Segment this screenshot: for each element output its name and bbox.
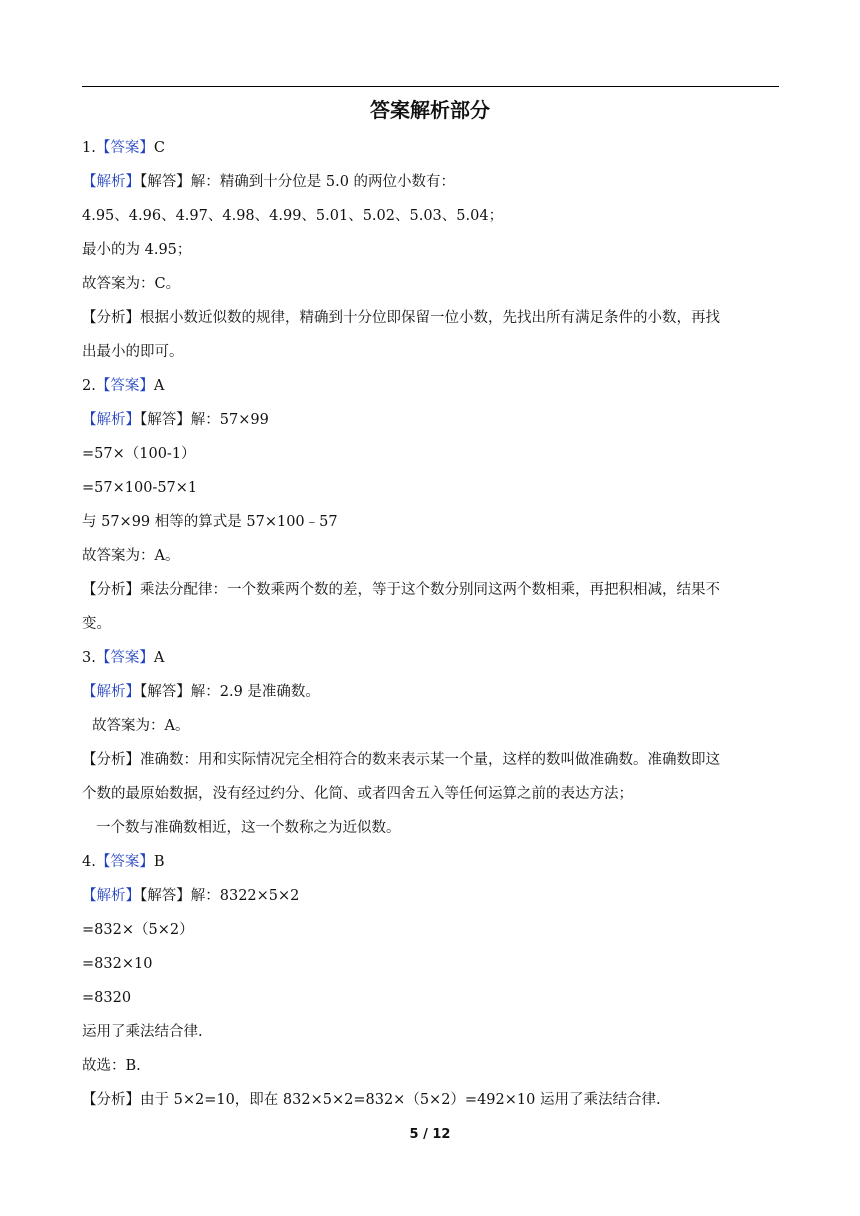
q2-answer-line [82,376,780,396]
q1-jiexi-line [82,172,780,192]
q4-analysis-a: 由于 5×2=10，即在 832×5×2=832×（5×2）=492×10 运用了乘法结合律. [140,1092,661,1108]
q2-solution-1: 解：57×99 [190,412,269,428]
q3-analysis-b: 个数的最原始数据，没有经过约分、化简、或者四舍五入等任何运算之前的表达方法； [82,786,633,802]
answer-label: 【答案】 [95,378,154,394]
fenxi-label: 【分析】 [82,310,140,326]
q2-solution-4: 与 57×99 相等的算式是 57×100﹣57 [82,514,338,530]
q3-answer-line [82,648,780,668]
q1-answer-line [82,138,780,158]
answer-label: 【答案】 [95,140,154,156]
q2-analysis-a: 乘法分配律：一个数乘两个数的差，等于这个数分别同这两个数相乘，再把积相减，结果不 [140,582,720,598]
fenxi-label: 【分析】 [82,1092,140,1108]
q1-analysis-a: 根据小数近似数的规律，精确到十分位即保留一位小数，先找出所有满足条件的小数，再找 [140,310,720,326]
q3-analysis-line [82,750,780,770]
q1-solution-2: 4.95、4.96、4.97、4.98、4.99、5.01、5.02、5.03、5.04； [82,208,504,224]
q1-answer: C [153,140,165,156]
jiexi-label: 【解析】 [82,174,140,190]
page-number: 5 / 12 [409,1127,451,1142]
header-rule [82,86,779,87]
q4-solution-3: =832×10 [82,956,153,972]
q1-analysis-line [82,308,780,328]
fenxi-label: 【分析】 [82,582,140,598]
q3-jiexi-line [82,682,780,702]
q2-solution-5: 故答案为：A。 [82,548,180,564]
q1-number: 1. [82,140,96,156]
jiexi-label: 【解析】 [82,412,140,428]
q4-solution-4: =8320 [82,990,132,1006]
answer-label: 【答案】 [95,854,154,870]
answer-label: 【答案】 [95,650,154,666]
q3-solution-2: 故答案为：A。 [92,718,190,734]
jieda-label: 【解答】 [140,684,191,700]
q4-answer: B [153,854,165,870]
q4-solution-2: =832×（5×2） [82,922,194,938]
q4-solution-5: 运用了乘法结合律. [82,1024,203,1040]
q1-solution-4: 故答案为：C。 [82,276,181,292]
q2-analysis-b: 变。 [82,616,111,632]
jieda-label: 【解答】 [140,412,191,428]
fenxi-label: 【分析】 [82,752,140,768]
q3-number: 3. [82,650,96,666]
q4-solution-1: 解：8322×5×2 [190,888,300,904]
q3-solution-1: 解：2.9 是准确数。 [190,684,320,700]
q4-number: 4. [82,854,96,870]
q2-jiexi-line [82,410,780,430]
jiexi-label: 【解析】 [82,888,140,904]
q4-analysis-line [82,1090,780,1110]
q2-analysis-line [82,580,780,600]
q4-solution-6: 故选：B. [82,1058,141,1074]
q1-solution-1: 解：精确到十分位是 5.0 的两位小数有： [190,174,456,190]
q2-number: 2. [82,378,96,394]
q3-analysis-c: 一个数与准确数相近，这一个数称之为近似数。 [96,820,401,836]
jieda-label: 【解答】 [140,888,191,904]
q4-answer-line [82,852,780,872]
page-title: 答案解析部分 [370,98,490,122]
q2-answer: A [153,378,165,394]
q3-answer: A [153,650,165,666]
q3-analysis-a: 准确数：用和实际情况完全相符合的数来表示某一个量，这样的数叫做准确数。准确数即这 [140,752,720,768]
q1-analysis-b: 出最小的即可。 [82,344,184,360]
jiexi-label: 【解析】 [82,684,140,700]
q1-solution-3: 最小的为 4.95； [82,242,192,258]
q4-jiexi-line [82,886,780,906]
jieda-label: 【解答】 [140,174,191,190]
q2-solution-3: =57×100-57×1 [82,480,198,496]
q2-solution-2: =57×（100-1） [82,446,196,462]
